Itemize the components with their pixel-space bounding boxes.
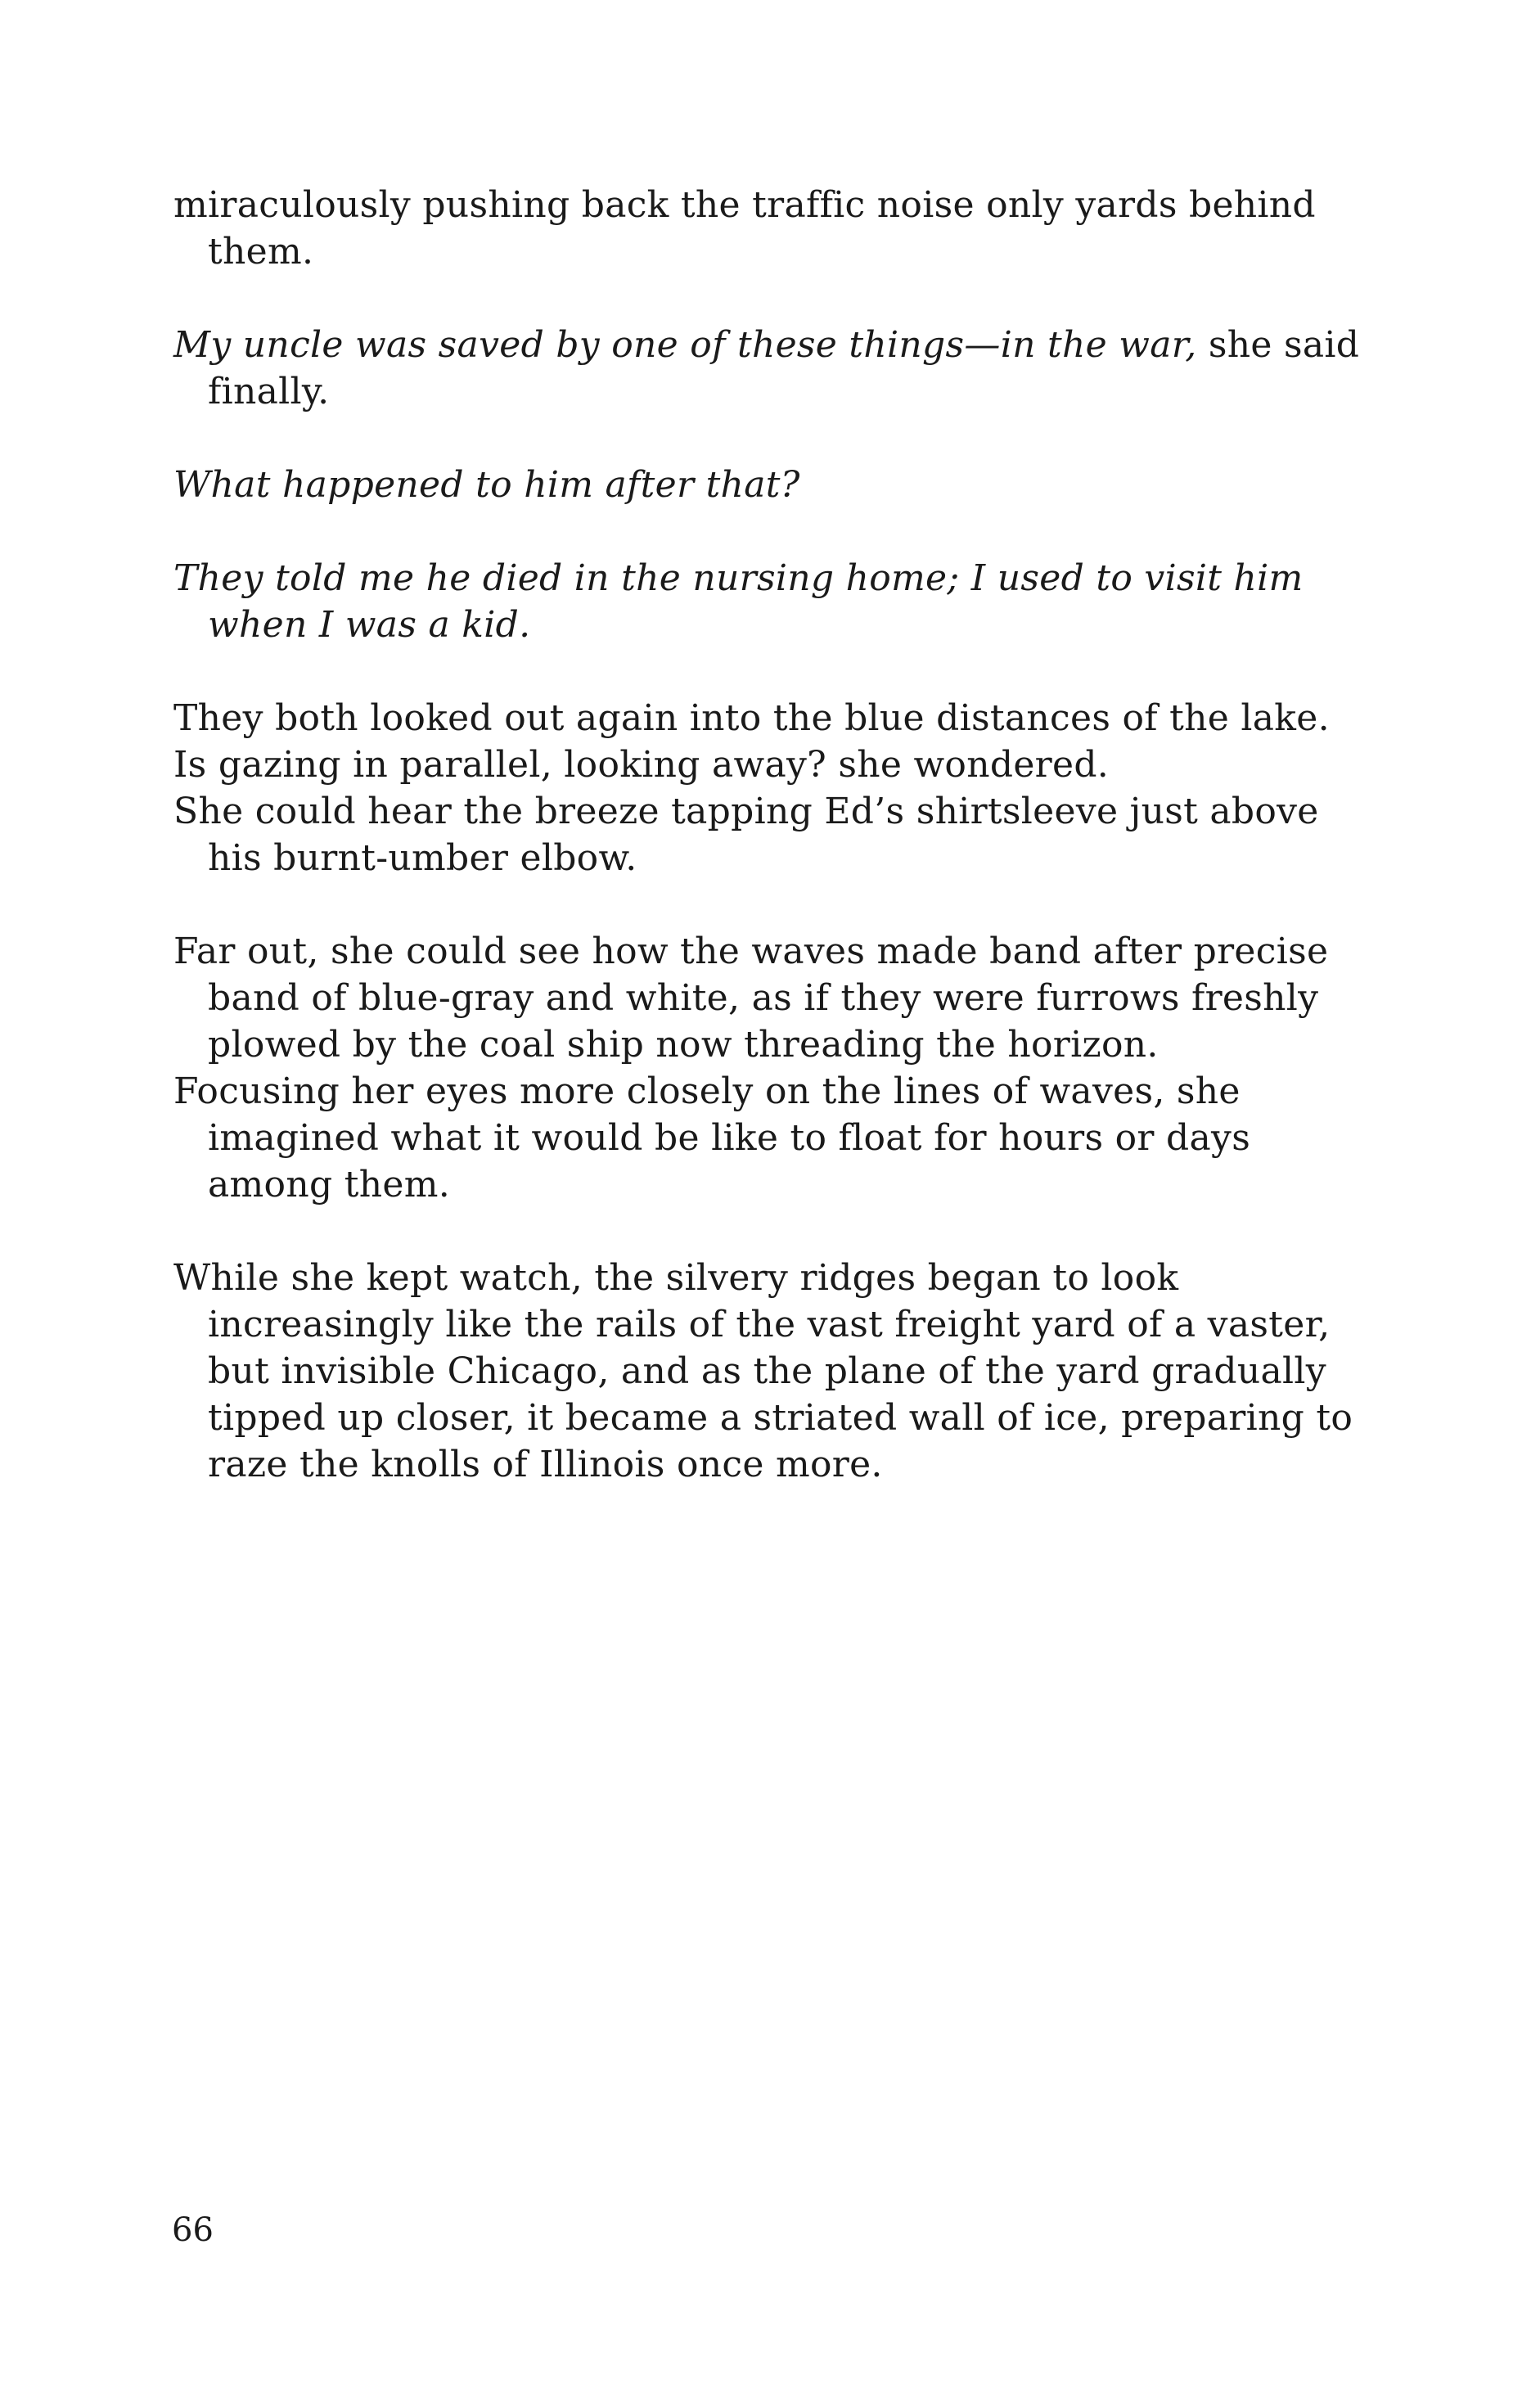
paragraph-7	[173, 788, 1376, 881]
paragraph-3-italic-text: What happened to him after that?	[173, 464, 800, 506]
paragraph-5-text: They both looked out again into the blue distances of the lake.	[173, 697, 1330, 739]
paragraph-5	[173, 695, 1376, 741]
paragraph-2-text: she said finally.	[208, 324, 1360, 412]
paragraph-8-text: Far out, she could see how the waves made band after precise band of blue-gray and white, as if they were furrows freshly plowed by the coal ship now threading the horizon.	[173, 931, 1329, 1066]
paragraph-6	[173, 741, 1376, 788]
paragraph-4-italic-text: They told me he died in the nursing home; I used to visit him when I was a kid.	[173, 557, 1304, 646]
paragraph-7-text: She could hear the breeze tapping Ed’s shirtsleeve just above his burnt-umber elbow.	[173, 791, 1319, 879]
paragraph-2	[173, 322, 1376, 415]
page-number: 66	[172, 2211, 214, 2249]
paragraph-3	[173, 462, 1376, 508]
paragraph-1	[173, 182, 1376, 275]
paragraph-1-text: miraculously pushing back the traffic noise only yards behind them.	[173, 184, 1316, 273]
paragraph-8	[173, 928, 1376, 1068]
paragraph-9-text: Focusing her eyes more closely on the lines of waves, she imagined what it would be like to float for hours or days among them.	[173, 1070, 1251, 1206]
paragraph-10-text: While she kept watch, the silvery ridges began to look increasingly like the rails of the vast freight yard of a vaster, but invisible Chicago, and as the plane of the yard gradually tipped up closer, it became a striated wall of ice, preparing to raze the knolls of Illinois once more.	[173, 1257, 1353, 1485]
paragraph-9	[173, 1068, 1376, 1208]
paragraph-2-italic-text: My uncle was saved by one of these things—in the war,	[173, 324, 1197, 366]
body-text	[173, 182, 1376, 1534]
paragraph-10	[173, 1255, 1376, 1488]
paragraph-4	[173, 555, 1376, 648]
paragraph-6-text: Is gazing in parallel, looking away? she wondered.	[173, 744, 1110, 786]
